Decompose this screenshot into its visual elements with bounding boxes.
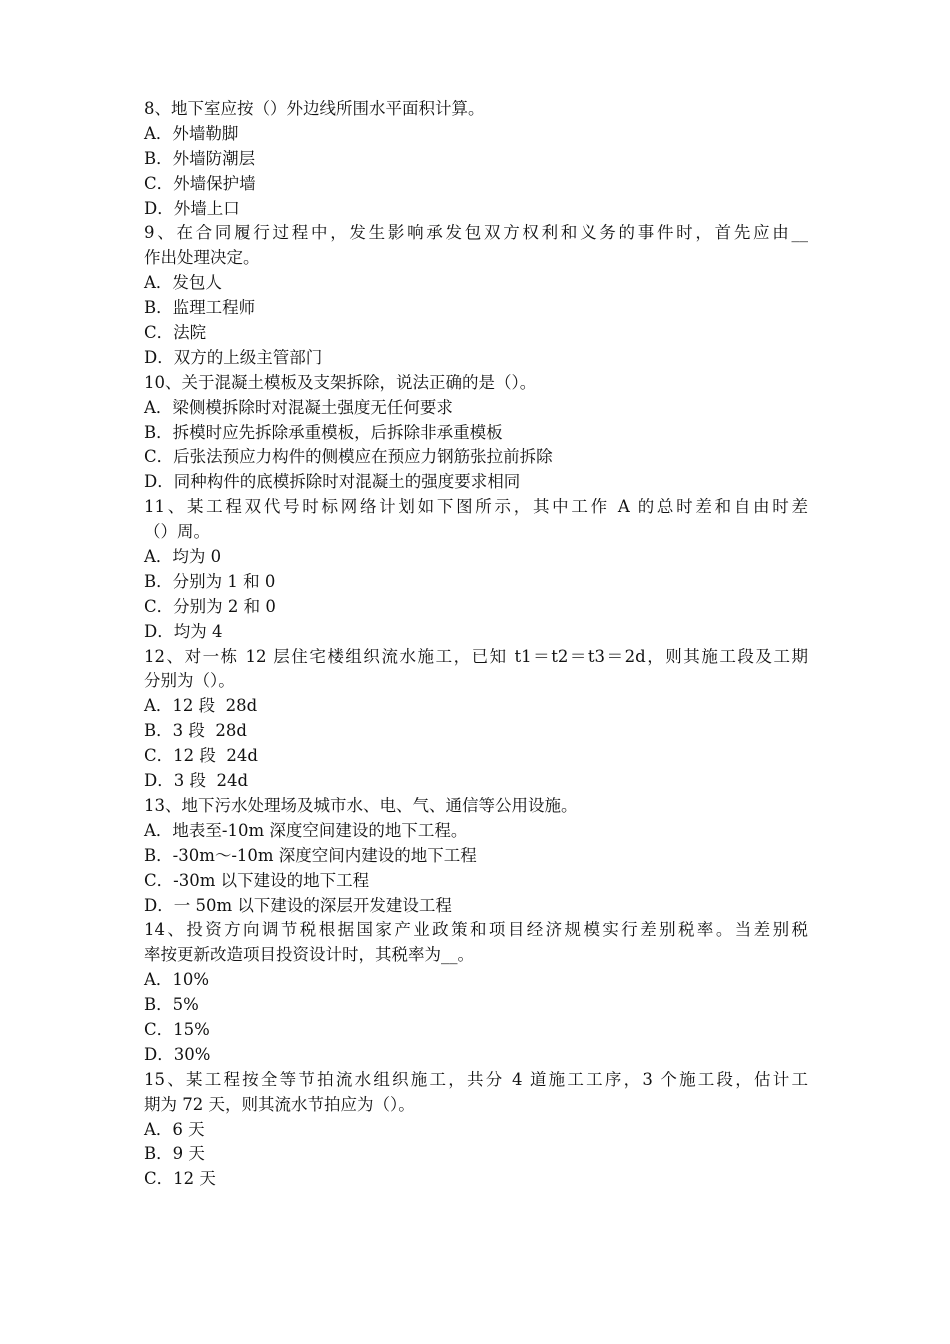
question-10-stem: 10、关于混凝土模板及支架拆除，说法正确的是（）。 — [144, 372, 537, 392]
question-11-stem-line-1: 11、某工程双代号时标网络计划如下图所示，其中工作 A 的总时差和自由时差 — [144, 497, 808, 517]
question-10-option-a: A．梁侧模拆除时对混凝土强度无任何要求 — [144, 397, 453, 417]
question-12-stem-line-2: 分别为（）。 — [144, 671, 235, 691]
question-15-stem-line-2: 期为 72 天，则其流水节拍应为（）。 — [144, 1094, 415, 1114]
question-13-option-c: C．-30m 以下建设的地下工程 — [144, 870, 370, 890]
question-11-option-c: C．分别为 2 和 0 — [144, 596, 276, 616]
question-10-option-b: B．拆模时应先拆除承重模板，后拆除非承重模板 — [144, 422, 503, 442]
question-8-option-b: B．外墙防潮层 — [144, 148, 256, 168]
question-11-option-d: D．均为 4 — [144, 621, 223, 641]
question-11-option-a: A．均为 0 — [144, 547, 222, 567]
question-12-option-d: D．3 段 24d — [144, 771, 249, 791]
question-14-option-b: B．5% — [144, 995, 199, 1015]
question-13-option-d: D．一 50m 以下建设的深层开发建设工程 — [144, 895, 452, 915]
question-15-option-a: A．6 天 — [144, 1119, 205, 1139]
question-11-option-b: B．分别为 1 和 0 — [144, 571, 276, 591]
question-9-option-b: B．监理工程师 — [144, 298, 256, 318]
document-body — [144, 97, 808, 1192]
question-12-option-c: C．12 段 24d — [144, 746, 258, 766]
question-14-stem-line-2: 率按更新改造项目投资设计时，其税率为__。 — [144, 945, 474, 965]
question-15-option-b: B．9 天 — [144, 1144, 205, 1164]
question-13-option-b: B．-30m～-10m 深度空间内建设的地下工程 — [144, 845, 477, 865]
question-13-stem: 13、地下污水处理场及城市水、电、气、通信等公用设施。 — [144, 795, 578, 815]
question-14-option-a: A．10% — [144, 970, 210, 990]
question-8-option-a: A．外墙勒脚 — [144, 123, 239, 143]
question-8-option-d: D．外墙上口 — [144, 198, 240, 218]
question-9-option-d: D．双方的上级主管部门 — [144, 347, 323, 367]
question-14-stem-line-1: 14、投资方向调节税根据国家产业政策和项目经济规模实行差别税率。当差别税 — [144, 920, 808, 940]
question-12-stem-line-1: 12、对一栋 12 层住宅楼组织流水施工，已知 t1＝t2＝t3＝2d，则其施工段及工期 — [144, 646, 808, 666]
question-9-stem-line-1: 9、在合同履行过程中，发生影响承发包双方权利和义务的事件时，首先应由__ — [144, 223, 808, 243]
question-14-option-d: D．30% — [144, 1044, 211, 1064]
question-15-option-c: C．12 天 — [144, 1169, 216, 1189]
question-13-option-a: A．地表至-10m 深度空间建设的地下工程。 — [144, 820, 468, 840]
question-9-stem-line-2: 作出处理决定。 — [144, 248, 260, 268]
question-14-option-c: C．15% — [144, 1019, 210, 1039]
question-8-option-c: C．外墙保护墙 — [144, 173, 256, 193]
question-8-stem: 8、地下室应按（）外边线所围水平面积计算。 — [144, 99, 485, 118]
question-10-option-c: C．后张法预应力构件的侧模应在预应力钢筋张拉前拆除 — [144, 447, 553, 467]
question-11-stem-line-2: （）周。 — [144, 522, 210, 542]
question-9-option-c: C．法院 — [144, 323, 207, 343]
question-9-option-a: A．发包人 — [144, 273, 222, 293]
question-10-option-d: D．同种构件的底模拆除时对混凝土的强度要求相同 — [144, 472, 521, 492]
question-12-option-b: B．3 段 28d — [144, 721, 247, 741]
question-12-option-a: A．12 段 28d — [144, 696, 258, 716]
question-15-stem-line-1: 15、某工程按全等节拍流水组织施工，共分 4 道施工工序，3 个施工段，估计工 — [144, 1069, 808, 1089]
